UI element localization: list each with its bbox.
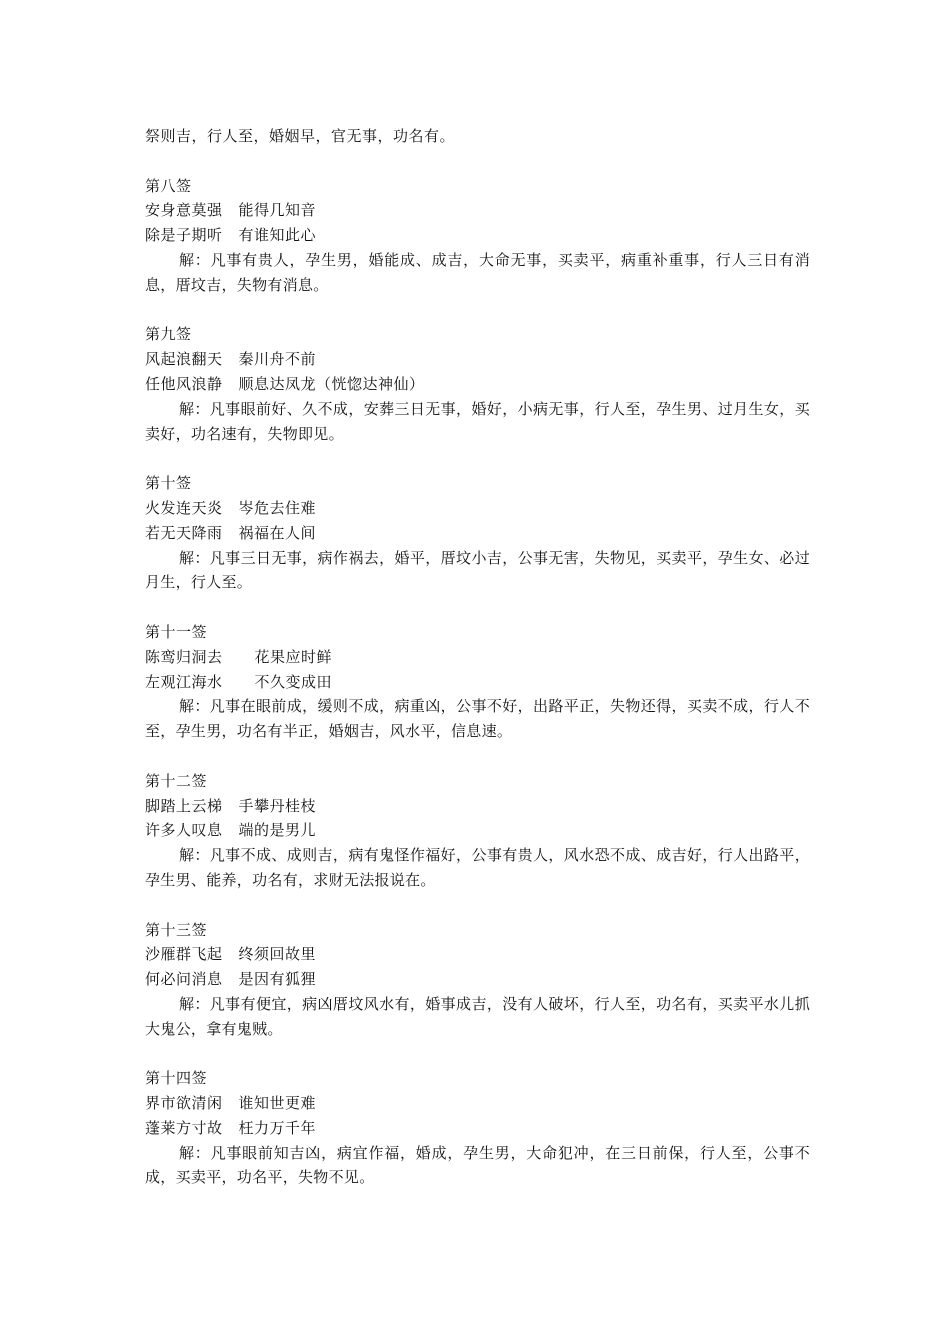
verse-line [145,1116,815,1141]
explanation: 解：凡事有便宜，病凶厝坟风水有，婚事成吉，没有人破坏，行人至，功名有，买卖平水儿抓大鬼公，拿有鬼贼。 [145,994,810,1038]
verse-line [145,198,815,223]
verse-left: 风起浪翻天 [145,350,223,369]
verse-left: 何必问消息 [145,970,223,989]
verse-line [145,645,815,670]
verse-right: 手攀丹桂枝 [238,796,317,815]
explanation: 解：凡事不成、成则吉，病有鬼怪作福好，公事有贵人，风水恐不成、成吉好，行人出路平，孕生男、能养，功名有，求财无法报说在。 [145,846,810,889]
verse-line [145,967,815,992]
section-title: 第八签 [145,176,192,195]
verse-line [145,818,815,843]
verse-left: 任他风浪静 [145,374,223,393]
verse-line [145,521,815,546]
verse-left: 界市欲清闲 [145,1094,223,1113]
verse-right: 有谁知此心 [238,226,317,245]
verse-left: 若无天降雨 [145,523,223,542]
explanation: 解：凡事在眼前成，缓则不成，病重凶，公事不好，出路平正，失物还得，买卖不成，行人不至，孕生男，功名有半正，婚姻吉，风水平，信息速。 [145,697,810,741]
section-title: 第九签 [145,325,192,344]
section-title: 第十二签 [145,771,208,790]
verse-left: 沙雁群飞起 [145,945,223,964]
verse-left: 陈鸾归洞去 [145,647,223,666]
explanation: 解：凡事眼前知吉凶，病宜作福，婚成，孕生男，大命犯冲，在三日前保，行人至，公事不成，买卖平，功名平，失物不见。 [145,1143,810,1187]
verse-line [145,942,815,967]
verse-left: 许多人叹息 [145,821,223,840]
verse-line [145,372,815,397]
verse-left: 除是子期听 [145,226,223,245]
explanation: 解：凡事三日无事，病作祸去，婚平，厝坟小吉，公事无害，失物见，买卖平，孕生女、必过月生，行人至。 [145,548,810,592]
verse-line [145,794,815,819]
section-9 [145,322,815,446]
intro-text: 祭则吉，行人至，婚姻早，官无事，功名有。 [145,127,456,145]
section-12 [145,769,815,893]
verse-left: 左观江海水 [145,672,223,691]
section-13 [145,918,815,1042]
verse-right: 终须回故里 [238,945,317,964]
verse-line [145,496,815,521]
section-8 [145,174,815,298]
verse-left: 蓬莱方寸故 [145,1118,223,1137]
verse-line [145,223,815,248]
section-10 [145,471,815,595]
verse-right: 是因有狐狸 [238,970,317,989]
verse-line [145,1091,815,1116]
section-title: 第十一签 [145,622,208,641]
verse-left: 安身意莫强 [145,201,223,220]
section-title: 第十三签 [145,920,208,939]
verse-right: 不久变成田 [254,672,333,691]
section-title: 第十四签 [145,1069,208,1088]
explanation: 解：凡事眼前好、久不成，安葬三日无事，婚好，小病无事，行人至，孕生男、过月生女，买卖好，功名速有，失物即见。 [145,399,810,443]
section-11 [145,620,815,744]
verse-right: 花果应时鲜 [254,647,333,666]
section-title: 第十签 [145,474,192,493]
explanation: 解：凡事有贵人，孕生男，婚能成、成吉，大命无事，买卖平，病重补重事，行人三日有消息，厝坟吉，失物有消息。 [145,250,810,294]
section-14 [145,1066,815,1190]
verse-left: 火发连天炎 [145,498,223,517]
verse-line [145,670,815,695]
verse-left: 脚踏上云梯 [145,796,223,815]
verse-right: 秦川舟不前 [238,350,317,369]
verse-right: 能得几知音 [238,201,317,220]
verse-right: 祸福在人间 [238,523,317,542]
verse-right: 枉力万千年 [238,1118,317,1137]
document-page [145,124,815,1215]
verse-right: 顺息达凤龙（恍惚达神仙） [238,374,425,393]
verse-right: 谁知世更难 [238,1094,317,1113]
verse-right: 端的是男儿 [238,821,317,840]
verse-line [145,347,815,372]
verse-right: 岑危去住难 [238,498,317,517]
